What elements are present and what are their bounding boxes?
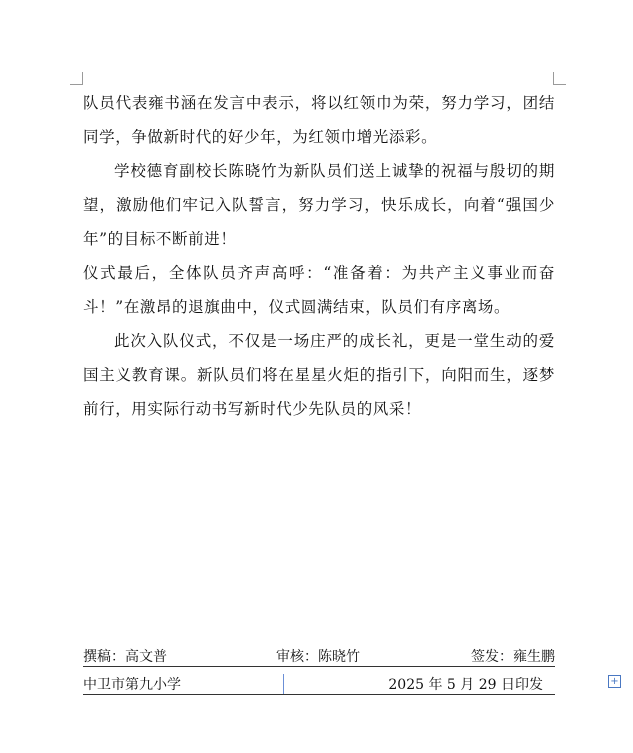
footer-reviewer[interactable]: 审核：陈晓竹 — [276, 649, 360, 665]
crop-mark-top-right — [553, 72, 566, 85]
paragraph[interactable]: 队员代表雍书涵在发言中表示，将以红领巾为荣，努力学习，团结同学，争做新时代的好少年，为红领巾增光添彩。 — [83, 94, 555, 146]
document-body[interactable] — [83, 86, 555, 426]
paragraph[interactable]: 学校德育副校长陈晓竹为新队员们送上诚挚的祝福与殷切的期望，激励他们牢记入队誓言，努力学习，快乐成长，向着“强国少年”的目标不断前进！ — [83, 162, 555, 248]
footer-issue-row — [83, 672, 555, 695]
footer-signer[interactable]: 签发：雍生鹏 — [471, 649, 555, 665]
footer-credits-row — [83, 644, 555, 667]
paragraph[interactable]: 仪式最后，全体队员齐声高呼：“准备着：为共产主义事业而奋斗！”在激昂的退旗曲中，仪式圆满结束，队员们有序离场。 — [83, 264, 555, 316]
footer-school[interactable]: 中卫市第九小学 — [83, 677, 181, 693]
paragraph[interactable]: 此次入队仪式，不仅是一场庄严的成长礼，更是一堂生动的爱国主义教育课。新队员们将在星星火炬的指引下，向阳而生，逐梦前行，用实际行动书写新时代少先队员的风采！ — [83, 332, 555, 418]
crop-mark-top-left — [70, 72, 83, 85]
footer-author[interactable]: 撰稿：高文普 — [83, 649, 167, 665]
footer-date[interactable]: 2025 年 5 月 29 日印发 — [388, 677, 543, 693]
text-cursor — [283, 674, 284, 694]
add-comment-icon[interactable]: + — [608, 675, 621, 688]
